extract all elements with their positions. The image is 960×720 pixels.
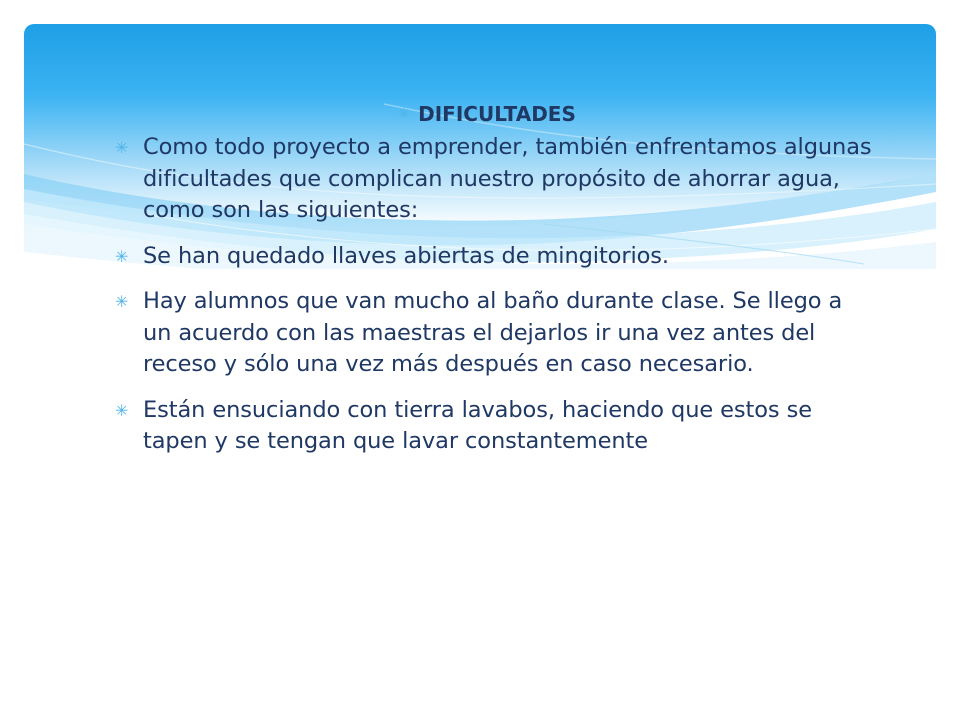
bullet-item <box>115 132 875 227</box>
slide-title-text: DIFICULTADES <box>418 102 576 126</box>
bullet-item-text: Están ensuciando con tierra lavabos, haciendo que estos se tapen y se tengan que lavar constantemente <box>143 396 812 454</box>
asterisk-bullet-icon: ✳ <box>115 400 129 420</box>
slide-title <box>107 96 867 132</box>
bullet-item <box>115 286 875 381</box>
bullet-item-text: Hay alumnos que van mucho al baño durante clase. Se llego a un acuerdo con las maestras el dejarlos ir una vez antes del receso y sólo una vez más después en caso necesario. <box>143 288 843 377</box>
asterisk-bullet-icon: ✳ <box>115 138 129 157</box>
asterisk-bullet-icon: ✳ <box>115 292 129 311</box>
bullet-item <box>115 241 875 273</box>
slide-content <box>115 96 875 472</box>
asterisk-bullet-icon: ✳ <box>115 246 129 266</box>
bullet-item <box>115 395 875 458</box>
bullet-item-text: Se han quedado llaves abiertas de mingitorios. <box>143 242 669 269</box>
asterisk-bullet-icon: ✳ <box>398 106 410 122</box>
bullet-item-text: Como todo proyecto a emprender, también enfrentamos algunas dificultades que complican nuestro propósito de ahorrar agua, como son las siguientes: <box>143 134 872 223</box>
